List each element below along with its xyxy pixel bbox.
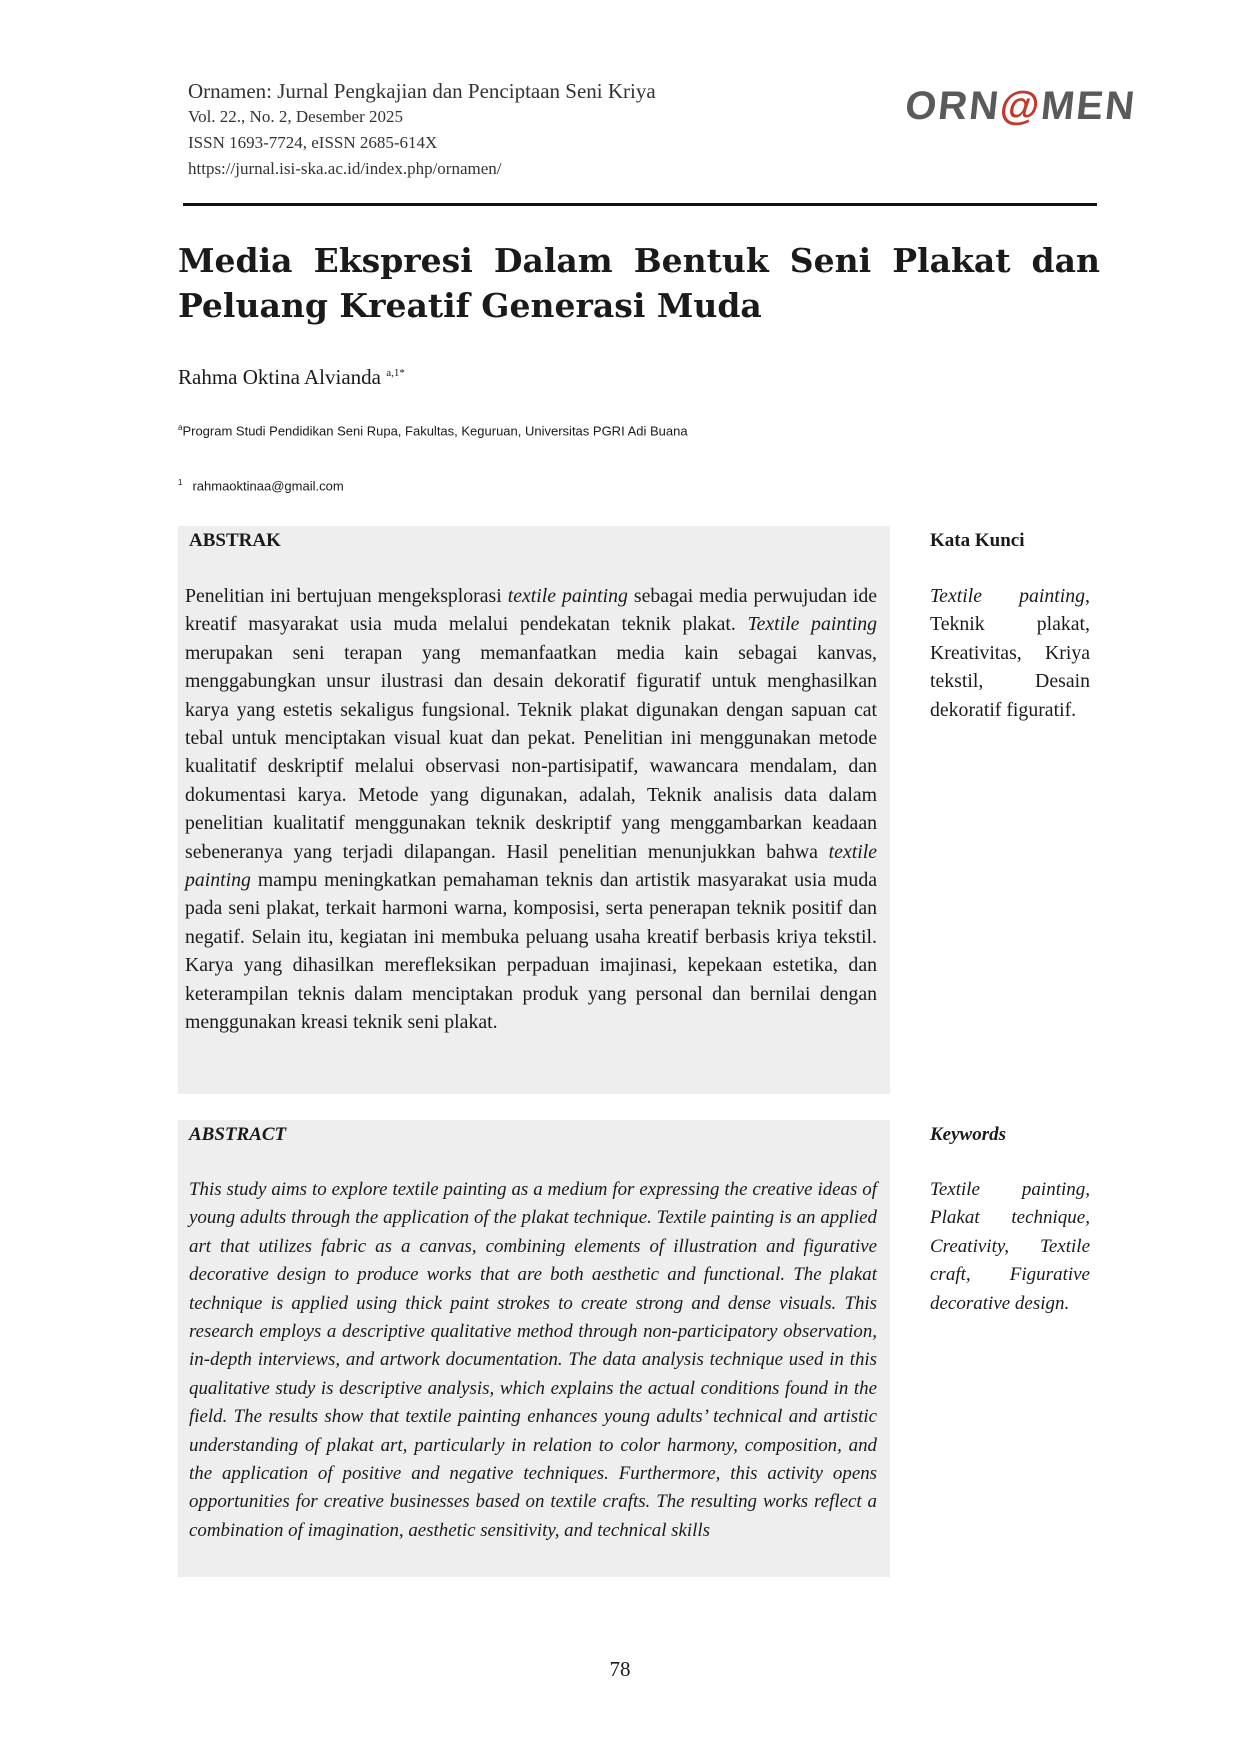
email-text: rahmaoktinaa@gmail.com	[192, 478, 344, 494]
kata-kunci-list	[930, 582, 1090, 724]
kata-kunci-heading: Kata Kunci	[930, 530, 1025, 551]
ornamen-logo	[902, 84, 1139, 134]
logo-text-start: ORN	[903, 84, 1003, 128]
journal-name: Ornamen: Jurnal Pengkajian dan Penciptaan Seni Kriya	[188, 79, 656, 103]
journal-volume: Vol. 22., No. 2, Desember 2025	[188, 107, 403, 126]
page-number: 78	[609, 1657, 631, 1681]
author-email	[178, 478, 344, 493]
affiliation	[178, 423, 688, 438]
abstract-heading-text: ABSTRACT	[189, 1124, 287, 1145]
keywords-heading: Keywords	[930, 1124, 1006, 1145]
journal-issn: ISSN 1693-7724, eISSN 2685-614X	[188, 133, 438, 152]
abstrak-part-4: mampu meningkatkan pemahaman teknis dan artistik masyarakat usia muda pada seni plakat, terkait harmoni warna, komposisi, serta penerapan teknik positif dan negatif. Selain itu, kegiatan ini membuka peluang usaha kreatif berbasis kriya tekstil. Karya yang dihasilkan merefleksikan perpaduan imajinasi, kepekaan estetika, dan keterampilan teknis dalam menciptakan produk yang personal dan bernilai dengan menggunakan kreasi teknik seni plakat.	[185, 869, 877, 1034]
abstrak-text	[185, 582, 877, 1037]
abstrak-heading: ABSTRAK	[189, 530, 281, 551]
abstrak-italic-3: textile painting	[185, 840, 877, 892]
kata-kunci-italic: Textile painting	[930, 585, 1086, 607]
keywords-list: Textile painting, Plakat technique, Creativity, Textile craft, Figurative decorative design.	[930, 1179, 1090, 1314]
abstract-text: This study aims to explore textile painting as a medium for expressing the creative ideas of young adults through the application of the plakat technique. Textile painting is an applied art that utilizes fabric as a canvas, combining elements of illustration and figurative decorative design to produce works that are both aesthetic and functional. The plakat technique is applied using thick paint strokes to create strong and dense visuals. This research employs a descriptive qualitative method through non-participatory observation, in-depth interviews, and artwork documentation. The data analysis technique used in this qualitative study is descriptive analysis, which explains the actual conditions found in the field. The results show that textile painting enhances young adults’ technical and artistic understanding of plakat art, particularly in relation to color harmony, composition, and the application of positive and negative techniques. Furthermore, this activity opens opportunities for creative businesses based on textile crafts. The resulting works reflect a combination of imagination, aesthetic sensitivity, and technical skills	[189, 1179, 877, 1541]
abstract-heading	[189, 1120, 286, 1150]
journal-url: https://jurnal.isi-ska.ac.id/index.php/ornamen/	[188, 159, 502, 178]
abstrak-part-2: sebagai media perwujudan ide kreatif masyarakat usia muda melalui pendekatan teknik plakat.	[185, 585, 877, 636]
kata-kunci-panel	[930, 526, 1090, 724]
affiliation-mark: a	[178, 423, 183, 432]
journal-header	[188, 78, 888, 182]
logo-at-mark: @	[997, 84, 1044, 128]
author-name: Rahma Oktina Alvianda	[178, 365, 381, 389]
abstrak-italic-1: textile painting	[507, 585, 628, 607]
affiliation-text: Program Studi Pendidikan Seni Rupa, Fakultas, Keguruan, Universitas PGRI Adi Buana	[182, 423, 688, 439]
abstrak-part-3: merupakan seni terapan yang memanfaatkan media kain sebagai kanvas, menggabungkan unsur ilustrasi dan desain dekoratif figuratif untuk menghasilkan karya yang estetis sekaligus fungsional. Teknik plakat digunakan dengan sapuan cat tebal untuk menciptakan visual kuat dan pekat. Penelitian ini menggunakan metode kualitatif deskriptif melalui observasi non-partisipatif, wawancara mendalam, dan dokumentasi karya. Metode yang digunakan, adalah, Teknik analisis data dalam penelitian kualitatif menggunakan teknik deskriptif yang menggambarkan keadaan sebeneranya yang terjadi dilapangan. Hasil penelitian menunjukkan bahwa	[185, 641, 877, 863]
author-marks: a,1*	[386, 367, 405, 379]
abstrak-italic-2: Textile painting	[747, 613, 877, 636]
kata-kunci-rest: , Teknik plakat, Kreativitas, Kriya tekstil, Desain dekoratif figuratif.	[930, 585, 1090, 721]
abstrak-part-1: Penelitian ini bertujuan mengeksplorasi	[185, 585, 508, 607]
article-title: Media Ekspresi Dalam Bentuk Seni Plakat dan Peluang Kreatif Generasi Muda	[178, 241, 1100, 325]
logo-text-end: MEN	[1038, 84, 1139, 128]
keywords-panel	[930, 1120, 1090, 1318]
header-rule	[183, 203, 1097, 206]
author-line	[178, 365, 405, 390]
abstrak-box	[178, 526, 890, 1094]
email-mark: 1	[178, 478, 183, 487]
abstract-box	[178, 1120, 890, 1577]
